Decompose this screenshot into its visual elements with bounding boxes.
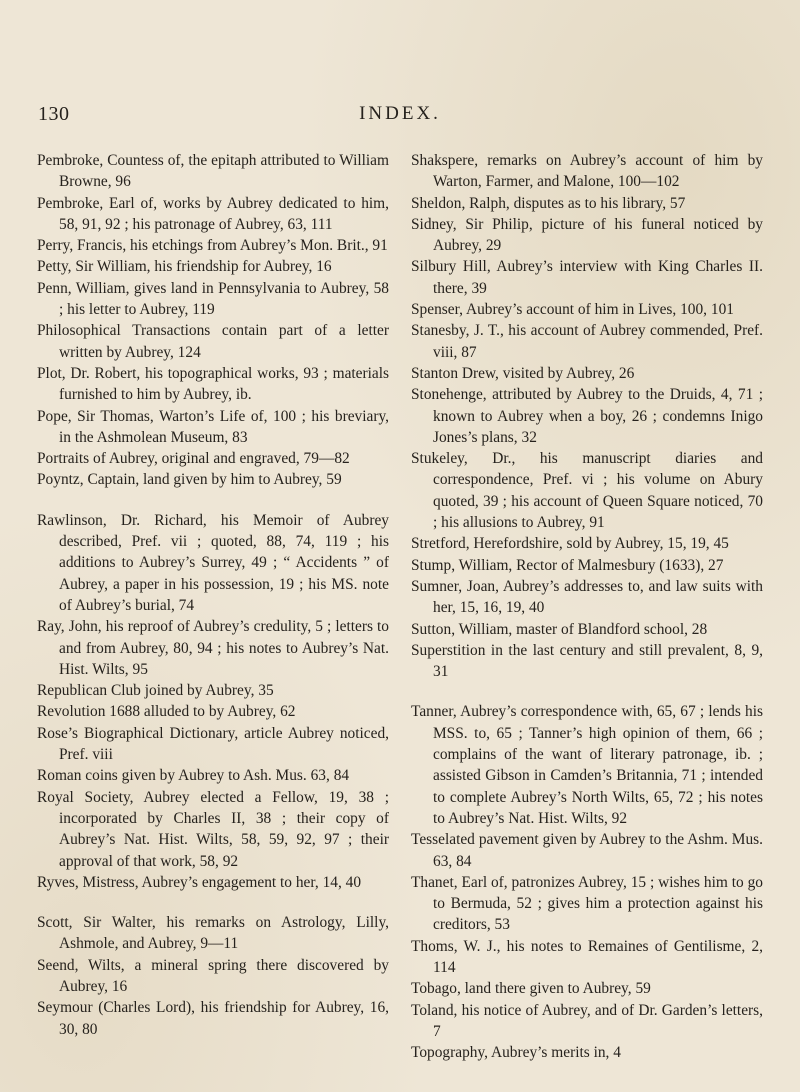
index-entry: Superstition in the last century and still prevalent, 8, 9, 31 [411, 641, 763, 681]
index-entry: Tanner, Aubrey’s correspondence with, 65, 67 ; lends his MSS. to, 65 ; Tanner’s high opinion of them, 66 ; complains of the want of literary patronage, ib. ; assisted Gibson in Camden’s Britannia, 71 ; intended to complete Aubrey’s North Wilts, 65, 72 ; his notes to Aubrey’s Nat. Hist. Wilts, 92 [411, 703, 763, 827]
index-entry: Ryves, Mistress, Aubrey’s engagement to her, 14, 40 [37, 873, 362, 891]
index-entry: Portraits of Aubrey, original and engraved, 79—82 [37, 450, 350, 468]
index-entry: Toland, his notice of Aubrey, and of Dr. Garden’s letters, 7 [411, 1001, 763, 1040]
page-title: INDEX. [359, 103, 441, 124]
index-entry: Philosophical Transactions contain part of a letter written by Aubrey, 124 [37, 322, 389, 361]
index-entry: Spenser, Aubrey’s account of him in Lives, 100, 101 [411, 301, 734, 319]
index-entry: Stump, William, Rector of Malmesbury (1633), 27 [411, 556, 724, 574]
index-entry: Tesselated pavement given by Aubrey to the Ashm. Mus. 63, 84 [411, 831, 763, 870]
index-entry: Sutton, William, master of Blandford school, 28 [411, 620, 708, 638]
index-entry: Shakspere, remarks on Aubrey’s account of him by Warton, Farmer, and Malone, 100—102 [411, 152, 763, 191]
index-entry: Perry, Francis, his etchings from Aubrey’s Mon. Brit., 91 [37, 237, 388, 255]
index-entry: Stukeley, Dr., his manuscript diaries and correspondence, Pref. vi ; his volume on Abury quoted, 39 ; his account of Queen Square noticed, 70 ; his allusions to Aubrey, 91 [411, 450, 763, 532]
index-entry: Silbury Hill, Aubrey’s interview with King Charles II. there, 39 [411, 258, 763, 297]
index-entry: Penn, William, gives land in Pennsylvania to Aubrey, 58 ; his letter to Aubrey, 119 [37, 279, 389, 319]
index-entry: Thanet, Earl of, patronizes Aubrey, 15 ; wishes him to go to Bermuda, 52 ; gives him a protection against his creditors, 53 [411, 873, 763, 934]
index-entry: Pope, Sir Thomas, Warton’s Life of, 100 ; his breviary, in the Ashmolean Museum, 83 [37, 407, 389, 446]
index-entry: Rose’s Biographical Dictionary, article Aubrey noticed, Pref. viii [37, 724, 389, 764]
index-entry: Tobago, land there given to Aubrey, 59 [411, 980, 651, 998]
index-column-left [37, 150, 389, 1040]
index-entry: Seend, Wilts, a mineral spring there discovered by Aubrey, 16 [37, 956, 389, 995]
index-entry: Topography, Aubrey’s merits in, 4 [411, 1044, 621, 1062]
index-entry: Stonehenge, attributed by Aubrey to the Druids, 4, 71 ; known to Aubrey when a boy, 26 ; condemns Inigo Jones’s plans, 32 [411, 386, 763, 446]
index-entry: Sumner, Joan, Aubrey’s addresses to, and law suits with her, 15, 16, 19, 40 [411, 577, 763, 617]
index-entry: Sidney, Sir Philip, picture of his funeral noticed by Aubrey, 29 [411, 215, 763, 255]
index-column-right [411, 150, 763, 1063]
index-entry: Plot, Dr. Robert, his topographical works, 93 ; materials furnished to him by Aubrey, ib. [37, 364, 389, 404]
letter-section-gap [411, 682, 763, 701]
page-number: 130 [38, 103, 70, 125]
index-entry: Pembroke, Earl of, works by Aubrey dedicated to him, 58, 91, 92 ; his patronage of Aubrey, 63, 111 [37, 194, 389, 233]
index-entry: Revolution 1688 alluded to by Aubrey, 62 [37, 703, 296, 721]
letter-section-gap [37, 491, 389, 510]
index-entry: Pembroke, Countess of, the epitaph attributed to William Browne, 96 [37, 152, 389, 191]
index-entry: Ray, John, his reproof of Aubrey’s credulity, 5 ; letters to and from Aubrey, 80, 94 ; his notes to Aubrey’s Nat. Hist. Wilts, 95 [37, 618, 389, 678]
index-entry: Royal Society, Aubrey elected a Fellow, 19, 38 ; incorporated by Charles II, 38 ; their copy of Aubrey’s Nat. Hist. Wilts, 58, 59, 92, 97 ; their approval of that work, 58, 92 [37, 788, 389, 870]
index-entry: Scott, Sir Walter, his remarks on Astrology, Lilly, Ashmole, and Aubrey, 9—11 [37, 914, 389, 953]
index-entry: Rawlinson, Dr. Richard, his Memoir of Aubrey described, Pref. vii ; quoted, 88, 74, 119 ; his additions to Aubrey’s Surrey, 49 ; “ Accidents ” of Aubrey, a paper in his possession, 19 ; his MS. note of Aubrey’s burial, 74 [37, 511, 389, 614]
index-entry: Stanton Drew, visited by Aubrey, 26 [411, 364, 635, 382]
index-entry: Stanesby, J. T., his account of Aubrey commended, Pref. viii, 87 [411, 322, 763, 361]
index-entry: Petty, Sir William, his friendship for Aubrey, 16 [37, 258, 332, 276]
index-entry: Seymour (Charles Lord), his friendship for Aubrey, 16, 30, 80 [37, 999, 389, 1038]
index-entry: Roman coins given by Aubrey to Ash. Mus. 63, 84 [37, 767, 350, 785]
letter-section-gap [37, 893, 389, 912]
index-entry: Stretford, Herefordshire, sold by Aubrey, 15, 19, 45 [411, 535, 729, 553]
page-header [38, 103, 762, 129]
index-entry: Poyntz, Captain, land given by him to Aubrey, 59 [37, 471, 342, 489]
index-entry: Thoms, W. J., his notes to Remaines of Gentilisme, 2, 114 [411, 937, 763, 976]
index-entry: Republican Club joined by Aubrey, 35 [37, 682, 274, 700]
index-entry: Sheldon, Ralph, disputes as to his library, 57 [411, 194, 686, 212]
